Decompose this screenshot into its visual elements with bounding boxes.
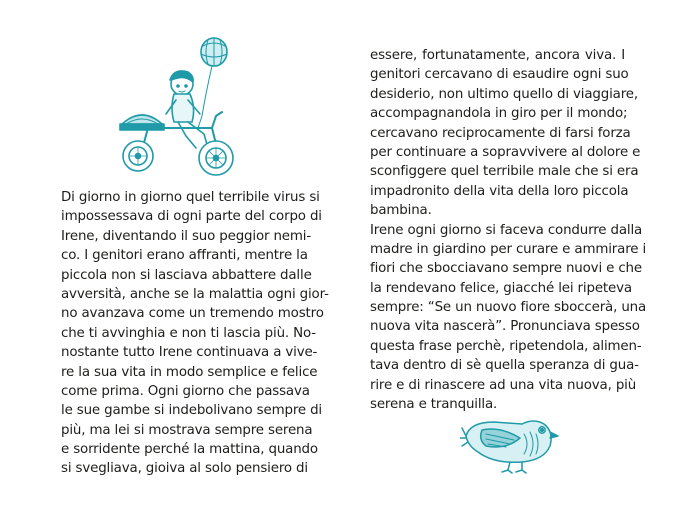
left-page (0, 0, 349, 525)
text-line: per continuare a sopravvivere al dolore e (370, 144, 641, 160)
text-line: rire e di rinascere ad una vita nuova, più (370, 377, 637, 393)
text-line: desiderio, non ultimo quello di viaggiare, (370, 86, 638, 102)
text-line: come prima. Ogni giorno che passava (61, 383, 310, 399)
text-line: nostante tutto Irene continuava a vive- (61, 345, 318, 361)
child-on-tricycle-with-balloon-illustration (108, 32, 248, 184)
text-line: si svegliava, gioiva al solo pensiero di (61, 461, 308, 477)
text-line: più, ma lei si mostrava sempre serena (61, 422, 313, 438)
text-line: serena e tranquilla. (370, 397, 498, 413)
text-line: questa frase perchè, ripetendola, alimen- (370, 338, 642, 354)
text-line: essere, fortunatamente, ancora viva. I (370, 48, 625, 63)
text-line: e sorridente perché la mattina, quando (61, 442, 318, 458)
text-line: impossessava di ogni parte del corpo di (61, 209, 322, 225)
right-page-text (370, 46, 647, 414)
text-line: Irene ogni giorno si faceva condurre dalla (370, 222, 643, 238)
left-page-text (61, 188, 329, 479)
text-line: la rendevano felice, giacché lei ripeteva (370, 280, 632, 296)
text-line: accompagnandola in giro per il mondo; (370, 106, 628, 122)
text-line: sconfiggere quel terribile male che si era (370, 164, 639, 180)
text-line: fiori che sbocciavano sempre nuovi e che (370, 261, 642, 277)
text-line: re la sua vita in modo semplice e felice (61, 364, 318, 380)
text-line: che ti avvinghia e non ti lascia più. No- (61, 325, 316, 341)
text-line: Irene, diventando il suo peggior nemi- (61, 228, 312, 244)
text-line: impadronito della vita della loro piccola (370, 183, 629, 199)
text-line: cercavano reciprocamente di farsi forza (370, 125, 631, 141)
text-line: no avanzava come un tremendo mostro (61, 306, 324, 322)
text-line: nuova vita nascerà”. Pronunciava spesso (370, 319, 640, 335)
text-line: sempre: “Se un nuovo fiore sboccerà, una (370, 300, 647, 316)
text-line: le sue gambe si indebolivano sempre di (61, 403, 323, 419)
text-line: Di giorno in giorno quel terribile virus si (61, 190, 320, 205)
right-page (350, 0, 699, 525)
bird-illustration (460, 404, 564, 476)
text-line: co. I genitori erano affranti, mentre la (61, 248, 308, 264)
text-line: piccola non si lasciava abbattere dalle (61, 267, 312, 283)
text-line: genitori cercavano di esaudire ogni suo (370, 67, 629, 83)
text-line: tava dentro di sè quella speranza di gua- (370, 358, 639, 374)
text-line: bambina. (370, 203, 432, 219)
text-line: madre in giardino per curare e ammirare i (370, 241, 647, 257)
text-line: avversità, anche se la malattia ogni gior- (61, 286, 329, 302)
